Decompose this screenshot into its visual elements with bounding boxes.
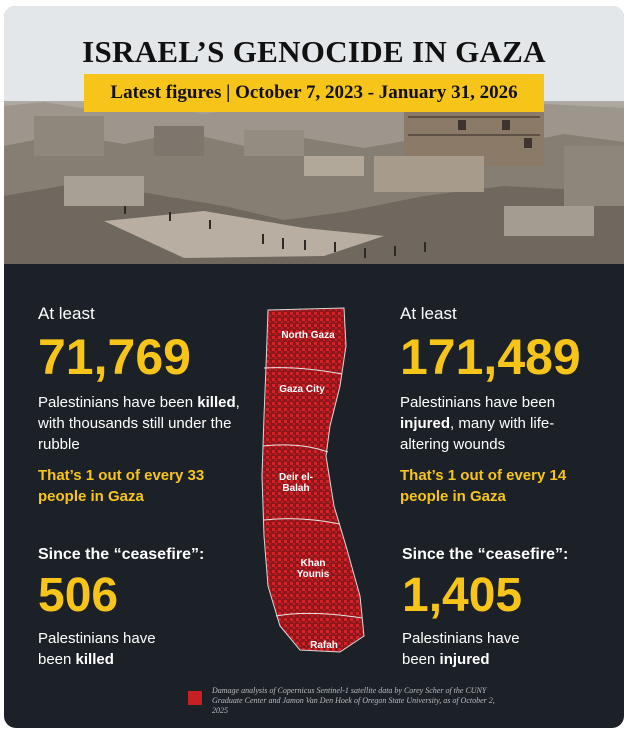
killed-ceasefire-number: 506 — [38, 569, 119, 622]
source-note: Damage analysis of Copernicus Sentinel-1 satellite data by Corey Scher of the CUNY Graduate Center and Jamon Van Den Hoek of Oregon State University, as of October 2, 2025 — [212, 686, 495, 715]
map-label-north-gaza: North Gaza — [281, 330, 335, 341]
killed-desc-pre: Palestinians have been — [38, 394, 198, 411]
injured-ceasefire-stat — [402, 546, 622, 670]
injured-desc-bold: injured — [400, 415, 451, 432]
injured-number: 171,489 — [400, 329, 581, 385]
injured-ceasefire-label: Since the “ceasefire”: — [402, 546, 569, 563]
killed-description — [38, 392, 268, 455]
injured-desc-pre: Palestinians have been — [400, 394, 556, 411]
killed-desc-post: , with thousands still under the rubble — [38, 394, 240, 453]
map-label-gaza-city: Gaza City — [279, 384, 325, 395]
killed-cf-desc-pre: Palestinians have been — [38, 630, 156, 668]
killed-stat — [38, 304, 268, 507]
injured-ratio: That’s 1 out of every 14 people in Gaza — [400, 467, 567, 505]
page-title: ISRAEL’S GENOCIDE IN GAZA — [82, 34, 546, 69]
map-label-khan-younis: Khan Younis — [296, 558, 330, 580]
gaza-damage-map — [260, 306, 368, 656]
killed-ceasefire-stat — [38, 546, 258, 670]
rubble-photo — [4, 6, 624, 264]
map-label-rafah: Rafah — [310, 640, 338, 651]
injured-at-least: At least — [400, 304, 457, 323]
date-banner-text: Latest figures | October 7, 2023 - January 31, 2026 — [110, 82, 518, 103]
killed-ceasefire-description — [38, 628, 178, 670]
killed-ceasefire-label: Since the “ceasefire”: — [38, 546, 205, 563]
injured-cf-desc-pre: Palestinians have been — [402, 630, 520, 668]
injured-ceasefire-description — [402, 628, 542, 670]
injured-ceasefire-number: 1,405 — [402, 569, 523, 622]
damage-legend-swatch — [188, 691, 202, 705]
killed-desc-bold: killed — [197, 394, 236, 411]
date-banner — [84, 74, 544, 112]
infographic-card — [4, 6, 624, 728]
killed-cf-desc-bold: killed — [75, 651, 114, 668]
injured-desc-post: , many with life-altering wounds — [400, 415, 555, 453]
injured-description — [400, 392, 570, 455]
killed-number: 71,769 — [38, 329, 191, 385]
injured-cf-desc-bold: injured — [439, 651, 490, 668]
map-label-deir-el-balah: Deir el-Balah — [279, 472, 313, 494]
killed-ratio: That’s 1 out of every 33 people in Gaza — [38, 467, 205, 505]
injured-stat — [400, 304, 620, 507]
killed-at-least: At least — [38, 304, 95, 323]
